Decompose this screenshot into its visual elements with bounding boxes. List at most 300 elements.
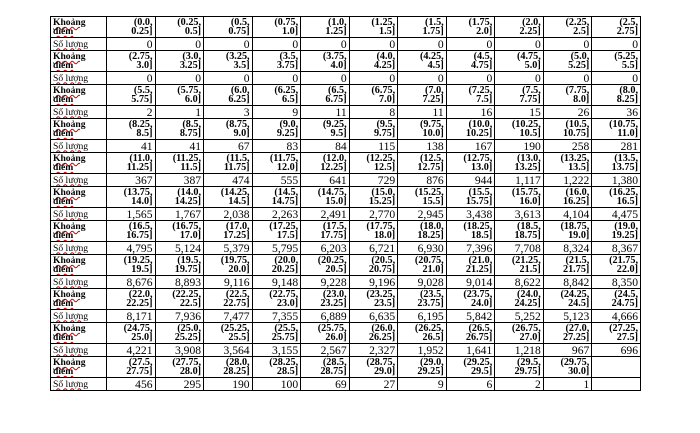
score-range-lower: (19.0, [614,220,638,232]
score-range-lower: (15.5, [468,186,493,198]
count-cell: 16 [446,106,495,119]
score-range-lower: (26.75, [511,322,541,334]
score-range-upper: 19.5] [131,264,153,275]
score-range-upper: 6.5] [281,94,299,105]
score-range-cell [592,17,641,38]
score-range-lower: (10.5, [565,118,590,130]
score-range-upper: 24.75] [611,298,638,309]
score-range-row [51,119,641,140]
score-range-upper: 17.5] [276,230,299,241]
count-cell: 729 [349,174,398,187]
score-range-upper: 23.0] [276,298,299,309]
score-range-cell [252,255,301,276]
score-range-lower: (13.75, [123,186,153,198]
score-range-cell [543,187,592,208]
score-range-upper: 16.5] [616,196,638,207]
score-range-cell [155,153,204,174]
score-range-upper: 18.75] [514,230,541,241]
count-cell: 0 [252,72,301,85]
score-range-label [51,187,107,208]
score-range-cell [495,289,544,310]
count-cell: 0 [495,38,544,51]
score-range-upper: 26.75] [465,332,493,343]
count-row [51,310,641,323]
score-range-lower: (0.25, [177,16,202,28]
score-range-cell [252,289,301,310]
score-range-upper: 16.0] [519,196,541,207]
score-range-cell [252,221,301,242]
score-range-lower: (6.5, [327,84,347,96]
score-range-upper: 5.0] [524,60,541,71]
score-range-cell [495,51,544,72]
count-cell: 7,355 [252,310,301,323]
count-cell: 41 [107,140,156,153]
score-range-cell [204,289,253,310]
count-cell: 0 [446,72,495,85]
score-range-cell [107,357,156,378]
score-range-upper: 10.5] [519,128,541,139]
score-range-lower: (20.25, [317,254,347,266]
count-cell: 6,721 [349,242,398,255]
score-range-cell [398,289,447,310]
score-range-upper: 4.75] [471,60,493,71]
count-label-text: Số lượng [53,106,89,118]
score-range-cell [155,357,204,378]
count-cell: 11 [301,106,350,119]
score-range-cell [398,255,447,276]
score-range-cell [155,289,204,310]
score-range-upper: 7.0] [379,94,396,105]
score-range-upper: 13.0] [471,162,493,173]
score-range-label [51,119,107,140]
count-cell: 0 [252,38,301,51]
score-range-lower: (10.25, [511,118,541,130]
score-range-cell [398,323,447,344]
score-range-cell [349,221,398,242]
count-cell: 0 [155,72,204,85]
count-row [51,208,641,221]
count-cell: 167 [446,140,495,153]
score-range-label-line1: Khoảng [53,16,86,28]
count-label-text: Số lượng [53,242,89,254]
score-range-upper: 29.0] [373,366,396,377]
score-range-lower: (7.25, [468,84,493,96]
score-range-label-line1: Khoảng [53,84,86,96]
score-range-lower: (24.25, [560,288,590,300]
count-cell: 0 [398,72,447,85]
score-range-cell [543,153,592,174]
score-range-cell [592,85,641,106]
score-range-upper: 27.5] [616,332,638,343]
score-range-upper: 30.0] [568,366,590,377]
score-range-cell [446,323,495,344]
score-range-lower: (6.75, [371,84,396,96]
score-range-lower: (23.0, [322,288,347,300]
score-range-cell [592,51,641,72]
score-range-upper: 25.0] [131,332,153,343]
score-range-label-line2: điểm [53,230,74,241]
score-range-cell [349,289,398,310]
score-range-label-line1: Khoảng [53,118,86,130]
score-range-upper: 27.75] [126,366,153,377]
score-range-upper: 2.5] [573,26,590,37]
count-cell: 0 [398,38,447,51]
score-range-lower: (3.0, [182,50,202,62]
score-range-cell [349,119,398,140]
score-range-cell [543,289,592,310]
score-range-upper: 8.75] [179,128,202,139]
score-range-lower: (13.0, [517,152,541,164]
count-cell: 83 [252,140,301,153]
score-range-label [51,323,107,344]
score-range-upper: 22.75] [223,298,250,309]
score-range-label [51,357,107,378]
count-cell: 1,641 [446,344,495,357]
score-range-upper: 27.25] [562,332,590,343]
count-label [51,276,107,289]
score-range-upper: 3.25] [179,60,202,71]
score-range-lower: (8.5, [182,118,202,130]
score-range-cell [204,187,253,208]
score-range-cell [301,153,350,174]
count-cell: 696 [592,344,641,357]
score-range-lower: (7.75, [565,84,590,96]
score-range-lower: (16.5, [128,220,153,232]
score-range-lower: (27.5, [128,356,153,368]
count-cell: 27 [349,378,398,391]
score-range-label-line2: điểm [53,26,74,37]
score-range-cell [495,187,544,208]
score-range-lower: (17.75, [366,220,396,232]
score-range-upper: 21.0] [422,264,444,275]
score-range-cell [398,221,447,242]
score-range-cell [495,357,544,378]
score-range-cell [204,357,253,378]
score-range-lower: (11.0, [129,152,153,164]
score-range-upper: 3.75] [276,60,299,71]
count-cell: 1,218 [495,344,544,357]
score-range-row [51,51,641,72]
score-range-lower: (20.75, [414,254,444,266]
score-range-label [51,221,107,242]
count-cell: 258 [543,140,592,153]
score-range-upper: 4.5] [427,60,444,71]
score-range-upper: 14.0] [131,196,153,207]
count-cell: 6 [446,378,495,391]
score-range-upper: 8.5] [136,128,153,139]
score-range-lower: (18.75, [560,220,590,232]
score-range-upper: 3.0] [136,60,153,71]
count-cell: 0 [204,72,253,85]
score-range-upper: 29.5] [471,366,493,377]
score-range-upper: 16.75] [126,230,153,241]
score-range-upper: 28.5] [276,366,299,377]
score-range-cell [495,255,544,276]
score-range-lower: (0.75, [274,16,299,28]
count-cell: 2,263 [252,208,301,221]
score-range-lower: (12.0, [322,152,347,164]
count-row [51,276,641,289]
score-range-cell [495,119,544,140]
score-range-cell [446,289,495,310]
score-range-upper: 27.0] [519,332,541,343]
count-cell: 36 [592,106,641,119]
score-range-cell [349,17,398,38]
score-range-lower: (28.0, [225,356,250,368]
count-row [51,378,641,391]
score-range-cell [592,357,641,378]
score-range-lower: (11.25, [172,152,202,164]
score-range-upper: 15.25] [368,196,396,207]
score-range-upper: 26.5] [422,332,444,343]
score-range-cell [349,85,398,106]
count-cell: 474 [204,174,253,187]
score-range-label-line2: điểm [53,366,74,377]
score-range-upper: 19.25] [611,230,638,241]
score-range-lower: (5.25, [614,50,638,62]
score-range-cell [155,119,204,140]
score-range-lower: (29.0, [419,356,444,368]
count-cell: 0 [301,38,350,51]
count-label [51,242,107,255]
score-range-cell [592,289,641,310]
score-range-cell [446,85,495,106]
count-cell: 8 [349,106,398,119]
score-range-cell [252,187,301,208]
score-range-cell [592,187,641,208]
score-range-upper: 7.5] [476,94,493,105]
count-label-text: Số lượng [53,72,89,84]
score-range-row [51,153,641,174]
score-range-upper: 13.75] [611,162,638,173]
count-row [51,242,641,255]
count-cell: 8,324 [543,242,592,255]
score-range-upper: 6.25] [228,94,250,105]
score-range-upper: 20.25] [271,264,299,275]
score-range-upper: 22.5] [179,298,202,309]
score-range-lower: (18.25, [463,220,493,232]
score-range-upper: 19.75] [174,264,202,275]
score-range-cell [446,17,495,38]
score-range-upper: 1.75] [422,26,444,37]
score-range-lower: (13.25, [560,152,590,164]
score-range-cell [446,255,495,276]
count-cell: 138 [398,140,447,153]
score-range-lower: (1.75, [468,16,493,28]
score-range-lower: (5.0, [570,50,590,62]
score-range-lower: (6.0, [230,84,250,96]
score-range-label-line2: điểm [53,196,74,207]
score-range-row [51,289,641,310]
score-range-lower: (14.5, [274,186,299,198]
score-range-lower: (7.5, [522,84,541,96]
score-range-lower: (27.75, [172,356,202,368]
score-range-lower: (22.0, [128,288,153,300]
score-range-lower: (9.0, [279,118,299,130]
score-range-lower: (1.5, [425,16,444,28]
score-range-upper: 17.75] [320,230,347,241]
count-cell: 2,038 [204,208,253,221]
score-range-label-line1: Khoảng [53,322,86,334]
count-cell: 3 [204,106,253,119]
score-range-upper: 13.5] [568,162,590,173]
score-range-upper: 20.5] [325,264,347,275]
score-range-cell [446,357,495,378]
count-cell: 11 [398,106,447,119]
count-cell: 281 [592,140,641,153]
score-range-lower: (21.5, [565,254,590,266]
score-range-upper: 2.25] [519,26,541,37]
count-cell: 5,842 [446,310,495,323]
score-range-lower: (26.0, [371,322,396,334]
score-range-cell [301,221,350,242]
score-range-lower: (19.25, [123,254,153,266]
count-cell: 2 [107,106,156,119]
score-range-lower: (9.75, [419,118,444,130]
score-range-lower: (16.75, [172,220,202,232]
score-range-row [51,323,641,344]
count-cell: 8,622 [495,276,544,289]
score-range-upper: 9.0] [233,128,250,139]
count-cell: 0 [543,38,592,51]
score-range-upper: 7.75] [519,94,541,105]
count-label [51,174,107,187]
count-cell: 3,908 [155,344,204,357]
score-range-lower: (25.5, [274,322,299,334]
count-cell: 8,676 [107,276,156,289]
score-range-lower: (23.75, [463,288,493,300]
score-range-cell [543,357,592,378]
score-range-upper: 5.25] [568,60,590,71]
score-range-upper: 24.25] [514,298,541,309]
score-range-upper: 15.0] [325,196,347,207]
count-cell: 7,396 [446,242,495,255]
score-range-cell [301,323,350,344]
score-range-upper: 10.0] [422,128,444,139]
score-range-cell [495,85,544,106]
score-range-label-line1: Khoảng [53,356,86,368]
score-range-cell [107,119,156,140]
count-label [51,344,107,357]
score-range-label [51,17,107,38]
score-range-label-line2: điểm [53,60,74,71]
score-range-cell [155,221,204,242]
score-distribution-table [50,16,641,391]
score-range-upper: 0.5] [184,26,202,37]
count-label [51,38,107,51]
score-range-label [51,153,107,174]
score-range-lower: (24.5, [614,288,638,300]
score-range-cell [592,221,641,242]
score-range-cell [349,51,398,72]
score-range-cell [592,153,641,174]
count-cell: 4,221 [107,344,156,357]
score-range-lower: (17.5, [322,220,347,232]
count-cell: 0 [349,72,398,85]
count-row [51,72,641,85]
score-range-upper: 7.25] [422,94,444,105]
score-range-lower: (1.0, [327,16,347,28]
score-range-label-line2: điểm [53,298,74,309]
count-label-text: Số lượng [53,276,89,288]
score-range-upper: 21.75] [562,264,590,275]
score-range-cell [349,153,398,174]
score-range-lower: (20.5, [371,254,396,266]
count-label-text: Số lượng [53,208,89,220]
score-range-lower: (14.75, [317,186,347,198]
score-range-row [51,187,641,208]
score-range-cell [252,357,301,378]
count-cell: 115 [349,140,398,153]
count-label-text: Số lượng [53,174,89,186]
count-cell: 5,795 [252,242,301,255]
score-range-upper: 0.25] [131,26,153,37]
count-cell: 367 [107,174,156,187]
score-range-upper: 10.25] [465,128,493,139]
score-range-lower: (25.75, [317,322,347,334]
score-range-upper: 15.75] [465,196,493,207]
score-range-cell [446,221,495,242]
score-range-upper: 26.0] [325,332,347,343]
score-range-lower: (11.5, [226,152,250,164]
count-cell: 0 [204,38,253,51]
score-range-cell [107,17,156,38]
score-range-lower: (14.0, [177,186,202,198]
score-range-lower: (2.75, [128,50,153,62]
count-row [51,174,641,187]
score-range-lower: (4.0, [376,50,396,62]
count-cell: 1,380 [592,174,641,187]
count-cell: 4,475 [592,208,641,221]
score-range-lower: (16.0, [565,186,590,198]
score-range-lower: (5.5, [133,84,153,96]
score-range-lower: (2.25, [565,16,590,28]
score-range-cell [155,323,204,344]
score-range-upper: 4.0] [330,60,347,71]
count-cell: 3,155 [252,344,301,357]
score-range-upper: 3.5] [233,60,250,71]
score-range-label-line1: Khoảng [53,186,86,198]
count-cell: 1,952 [398,344,447,357]
score-range-lower: (25.0, [177,322,202,334]
score-range-lower: (11.75, [269,152,299,164]
score-range-lower: (3.5, [279,50,299,62]
score-range-upper: 29.25] [417,366,444,377]
score-range-cell [543,255,592,276]
score-range-cell [495,323,544,344]
score-range-cell [107,323,156,344]
score-range-lower: (17.25, [269,220,299,232]
score-range-lower: (26.25, [414,322,444,334]
score-range-cell [204,17,253,38]
count-cell: 15 [495,106,544,119]
score-range-upper: 1.5] [379,26,396,37]
count-cell: 9,196 [349,276,398,289]
score-range-cell [398,51,447,72]
score-range-cell [446,51,495,72]
count-cell: 3,564 [204,344,253,357]
score-range-cell [446,187,495,208]
count-cell: 387 [155,174,204,187]
score-range-cell [155,255,204,276]
count-label [51,208,107,221]
score-range-upper: 21.5] [519,264,541,275]
score-range-upper: 18.5] [471,230,493,241]
score-range-cell [107,255,156,276]
score-range-lower: (4.75, [517,50,541,62]
score-range-upper: 20.0] [228,264,250,275]
count-label [51,310,107,323]
